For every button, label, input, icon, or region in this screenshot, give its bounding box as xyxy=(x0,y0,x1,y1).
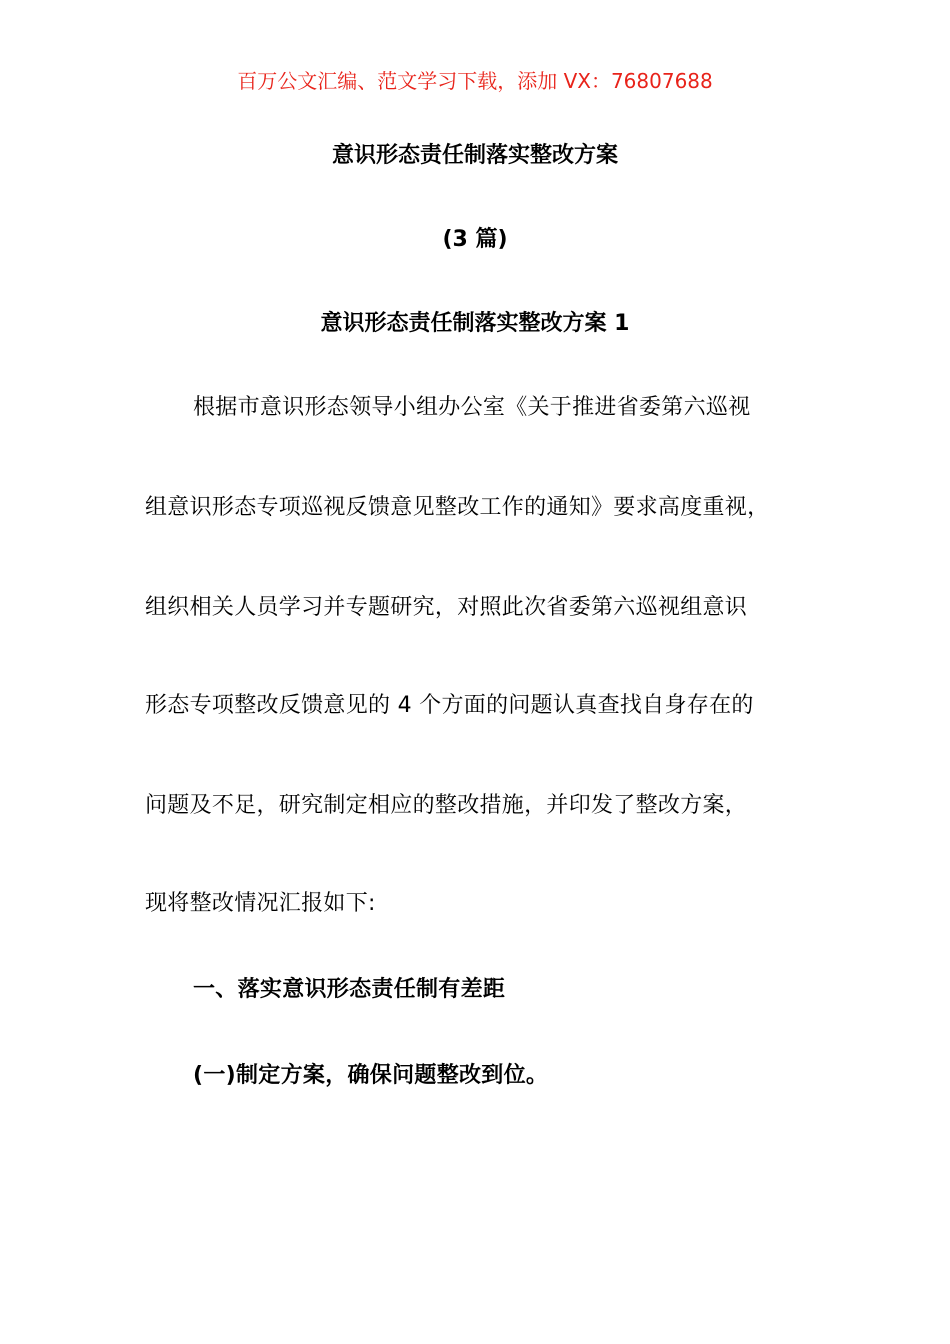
body-line: 形态专项整改反馈意见的 4 个方面的问题认真查找自身存在的 xyxy=(145,693,754,718)
body-line: 问题及不足，研究制定相应的整改措施，并印发了整改方案， xyxy=(145,793,748,818)
document-title: 意识形态责任制落实整改方案 xyxy=(331,143,618,168)
heading-level-2: (一)制定方案，确保问题整改到位。 xyxy=(193,1063,549,1088)
body-line: 根据市意识形态领导小组办公室《关于推进省委第六巡视 xyxy=(193,395,751,420)
section-title: 意识形态责任制落实整改方案 1 xyxy=(320,311,630,336)
document-count: (3 篇) xyxy=(442,227,508,252)
body-line: 现将整改情况汇报如下: xyxy=(145,891,376,916)
body-line: 组意识形态专项巡视反馈意见整改工作的通知》要求高度重视， xyxy=(145,495,770,520)
heading-level-1: 一、落实意识形态责任制有差距 xyxy=(193,977,506,1002)
body-line: 组织相关人员学习并专题研究，对照此次省委第六巡视组意识 xyxy=(145,595,748,620)
header-note: 百万公文汇编、范文学习下载，添加 VX：76807688 xyxy=(237,69,713,93)
